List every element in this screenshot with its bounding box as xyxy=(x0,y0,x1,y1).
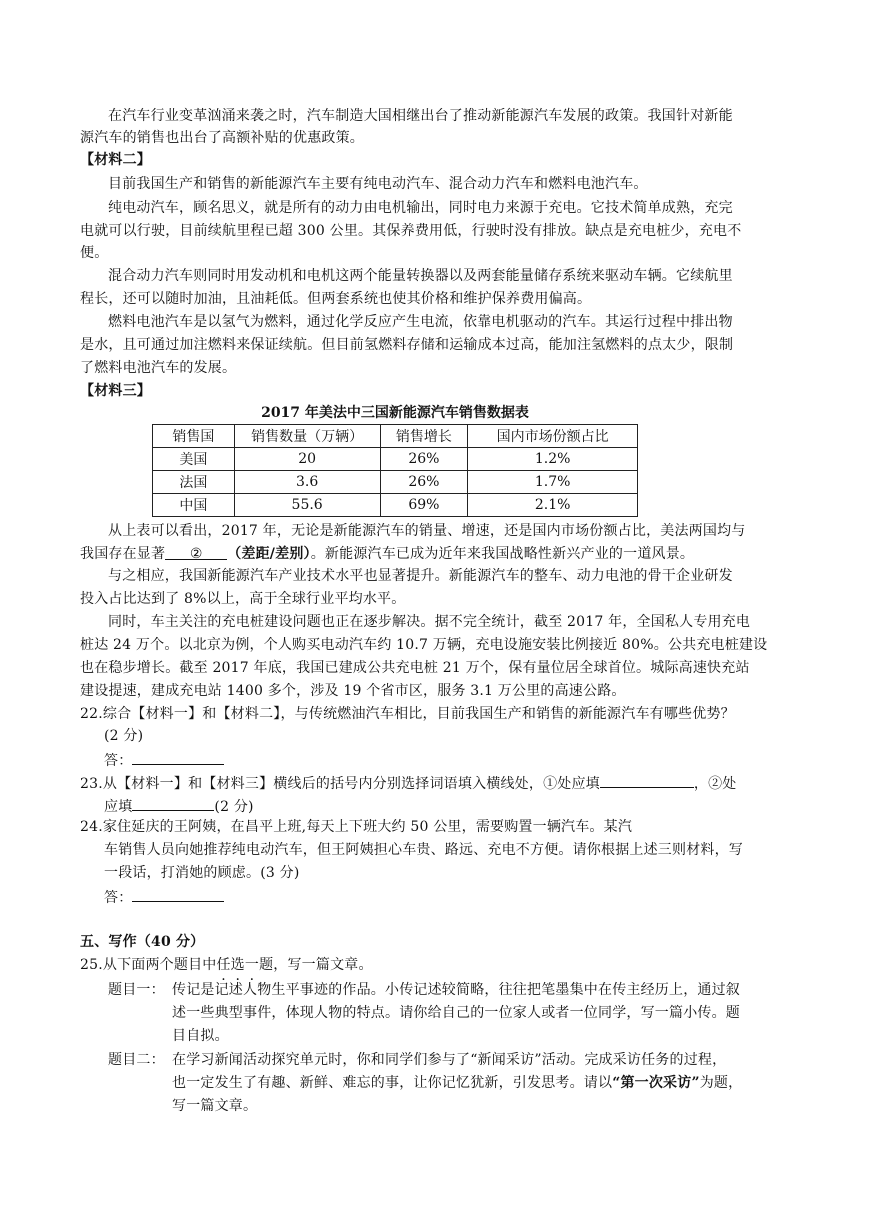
topic-2-l1: 在学习新闻活动探究单元时，你和同学们参与了“新闻采访”活动。完成采访任务的过程， xyxy=(172,1052,727,1068)
table-header-row xyxy=(153,425,638,448)
table-row xyxy=(153,471,638,494)
table-title: 2017 年美法中三国新能源汽车销售数据表 xyxy=(261,405,529,421)
question-23-text-a: 23.从【材料一】和【材料三】横线后的括号内分别选择词语填入横线处，①处应填 xyxy=(80,776,600,792)
emphasis-char: 任 xyxy=(216,957,231,973)
table-cell: 26% xyxy=(380,448,468,471)
question-24-l3: 一段话，打消她的顾虑。(3 分) xyxy=(104,865,300,881)
question-24: 24.家住延庆的王阿姨，在昌平上班,每天上下班大约 50 公里，需要购置一辆汽车。某汽 xyxy=(80,819,633,835)
m3-a1-l2 xyxy=(80,544,694,564)
topic-1-l2: 述一些典型事件，体现人物的特点。请你给自己的一位家人或者一位同学，写一篇小传。题 xyxy=(172,1005,740,1021)
topic-2-l2 xyxy=(172,1073,742,1093)
topic-1-label: 题目一： xyxy=(108,982,165,998)
intro-line-1: 在汽车行业变革汹涌来袭之时，汽车制造大国相继出台了推动新能源汽车发展的政策。我国针对新能 xyxy=(108,108,733,124)
essay-title: “第一次采访” xyxy=(612,1075,700,1091)
m3-a3-l3: 也在稳步增长。截至 2017 年底，我国已建成公共充电桩 21 万个，保有量位居全球首位。城际高速快充站 xyxy=(80,660,750,676)
table-cell: 1.7% xyxy=(468,471,638,494)
material-3-heading: 【材料三】 xyxy=(80,383,151,399)
answer-24-line[interactable] xyxy=(132,886,224,902)
fill-blank-2[interactable]: ② xyxy=(165,544,227,560)
answer-24 xyxy=(104,886,224,908)
column-header: 销售数量（万辆） xyxy=(234,425,380,448)
question-22-score: (2 分) xyxy=(104,728,144,744)
m2-p2-l1: 纯电动汽车，顾名思义，就是所有的动力由电机输出，同时电力来源于充电。它技术简单成熟，充完 xyxy=(108,200,733,216)
m3-a3-l4: 建设提速，建成充电站 1400 多个，涉及 19 个省市区，服务 3.1 万公里的高速公路。 xyxy=(80,683,626,699)
m3-a1-l2-pre: 我国存在显著 xyxy=(80,546,166,562)
topic-2-l2-post: 为题， xyxy=(699,1075,743,1091)
m2-p4-l3: 了燃料电池汽车的发展。 xyxy=(80,360,237,376)
table-cell: 中国 xyxy=(153,494,235,517)
m3-a2-l2: 投入占比达到了 8%以上，高于全球行业平均水平。 xyxy=(80,591,406,607)
table-cell: 69% xyxy=(380,494,468,517)
table-row xyxy=(153,448,638,471)
answer-label: 答： xyxy=(104,753,133,769)
table-cell: 2.1% xyxy=(468,494,638,517)
word-choice: （差距/差别） xyxy=(227,546,311,562)
question-24-l2: 车销售人员向她推荐纯电动汽车，但王阿姨担心车贵、路远、充电不方便。请你根据上述三则材料，写 xyxy=(104,842,743,858)
table-cell: 26% xyxy=(380,471,468,494)
question-25-pre: 25.从下面两个题目中 xyxy=(80,957,217,973)
column-header: 销售增长 xyxy=(380,425,468,448)
question-22: 22.综合【材料一】和【材料二】，与传统燃油汽车相比，目前我国生产和销售的新能源汽车有哪些优势？ xyxy=(80,706,735,722)
column-header: 国内市场份额占比 xyxy=(468,425,638,448)
material-2-heading: 【材料二】 xyxy=(80,152,151,168)
column-header: 销售国 xyxy=(153,425,235,448)
m2-p2-l3: 便。 xyxy=(80,245,109,261)
m3-a1-l2-post: 。新能源汽车已成为近年来我国战略性新兴产业的一道风景。 xyxy=(310,546,695,562)
topic-1-l1: 传记是记述人物生平事迹的作品。小传记述较简略，往往把笔墨集中在传主经历上，通过叙 xyxy=(172,982,740,998)
table-row xyxy=(153,494,638,517)
m2-p4-l1: 燃料电池汽车是以氢气为燃料，通过化学反应产生电流，依靠电机驱动的汽车。其运行过程中排出物 xyxy=(108,314,733,330)
question-23 xyxy=(80,772,736,794)
answer-label: 答： xyxy=(104,890,133,906)
m3-a2-l1: 与之相应，我国新能源汽车产业技术水平也显著提升。新能源汽车的整车、动力电池的骨干企业研发 xyxy=(108,568,733,584)
m2-p3-l1: 混合动力汽车则同时用发动机和电机这两个能量转换器以及两套能量储存系统来驱动车辆。它续航里 xyxy=(108,268,733,284)
intro-line-2: 源汽车的销售也出台了高额补贴的优惠政策。 xyxy=(80,130,364,146)
question-25-post: 题，写一篇文章。 xyxy=(259,957,373,973)
topic-2-l3: 写一篇文章。 xyxy=(172,1098,258,1114)
question-23-text-b: ，②处 xyxy=(693,776,737,792)
answer-22 xyxy=(104,749,224,771)
topic-2-label: 题目二： xyxy=(108,1052,165,1068)
topic-2-l2-text: 也一定发生了有趣、新鲜、难忘的事，让你记忆犹新，引发思考。请以 xyxy=(172,1075,613,1091)
table-cell: 55.6 xyxy=(234,494,380,517)
question-23-line-2 xyxy=(104,795,254,817)
table-cell: 3.6 xyxy=(234,471,380,494)
m3-a3-l2: 桩达 24 万个。以北京为例，个人购买电动汽车约 10.7 万辆，充电设施安装比例接近 80%。公共充电桩建设 xyxy=(80,637,768,653)
question-23-score: (2 分) xyxy=(214,799,254,815)
answer-22-line[interactable] xyxy=(132,749,224,765)
m3-a1-l1: 从上表可以看出，2017 年，无论是新能源汽车的销量、增速，还是国内市场份额占比，美法两国均与 xyxy=(108,523,746,539)
m2-p4-l2: 是水，且可通过加注燃料来保证续航。但目前氢燃料存储和运输成本过高，能加注氢燃料的点太少，限制 xyxy=(80,337,734,353)
question-25 xyxy=(80,955,373,975)
table-cell: 20 xyxy=(234,448,380,471)
sales-data-table xyxy=(152,424,638,517)
table-cell: 法国 xyxy=(153,471,235,494)
writing-section-heading: 五、写作（40 分） xyxy=(80,934,205,950)
fill-blank-2-answer[interactable] xyxy=(132,795,214,811)
topic-1-l3: 目自拟。 xyxy=(172,1028,229,1044)
emphasis-char: 选 xyxy=(230,957,245,973)
m2-p3-l2: 程长，还可以随时加油，且油耗低。但两套系统也使其价格和维护保养费用偏高。 xyxy=(80,291,592,307)
table-cell: 美国 xyxy=(153,448,235,471)
emphasis-char: 一 xyxy=(244,957,260,973)
table-cell: 1.2% xyxy=(468,448,638,471)
m2-p2-l2: 电就可以行驶，目前续航里程已超 300 公里。其保养费用低，行驶时没有排放。缺点是充电桩少，充电不 xyxy=(80,223,742,239)
fill-blank-1-answer[interactable] xyxy=(600,772,694,788)
m3-a3-l1: 同时，车主关注的充电桩建设问题也正在逐步解决。据不完全统计，截至 2017 年，全国私人专用充电 xyxy=(108,614,751,630)
m2-p1: 目前我国生产和销售的新能源汽车主要有纯电动汽车、混合动力汽车和燃料电池汽车。 xyxy=(108,176,648,192)
question-23-text-c: 应填 xyxy=(104,799,133,815)
